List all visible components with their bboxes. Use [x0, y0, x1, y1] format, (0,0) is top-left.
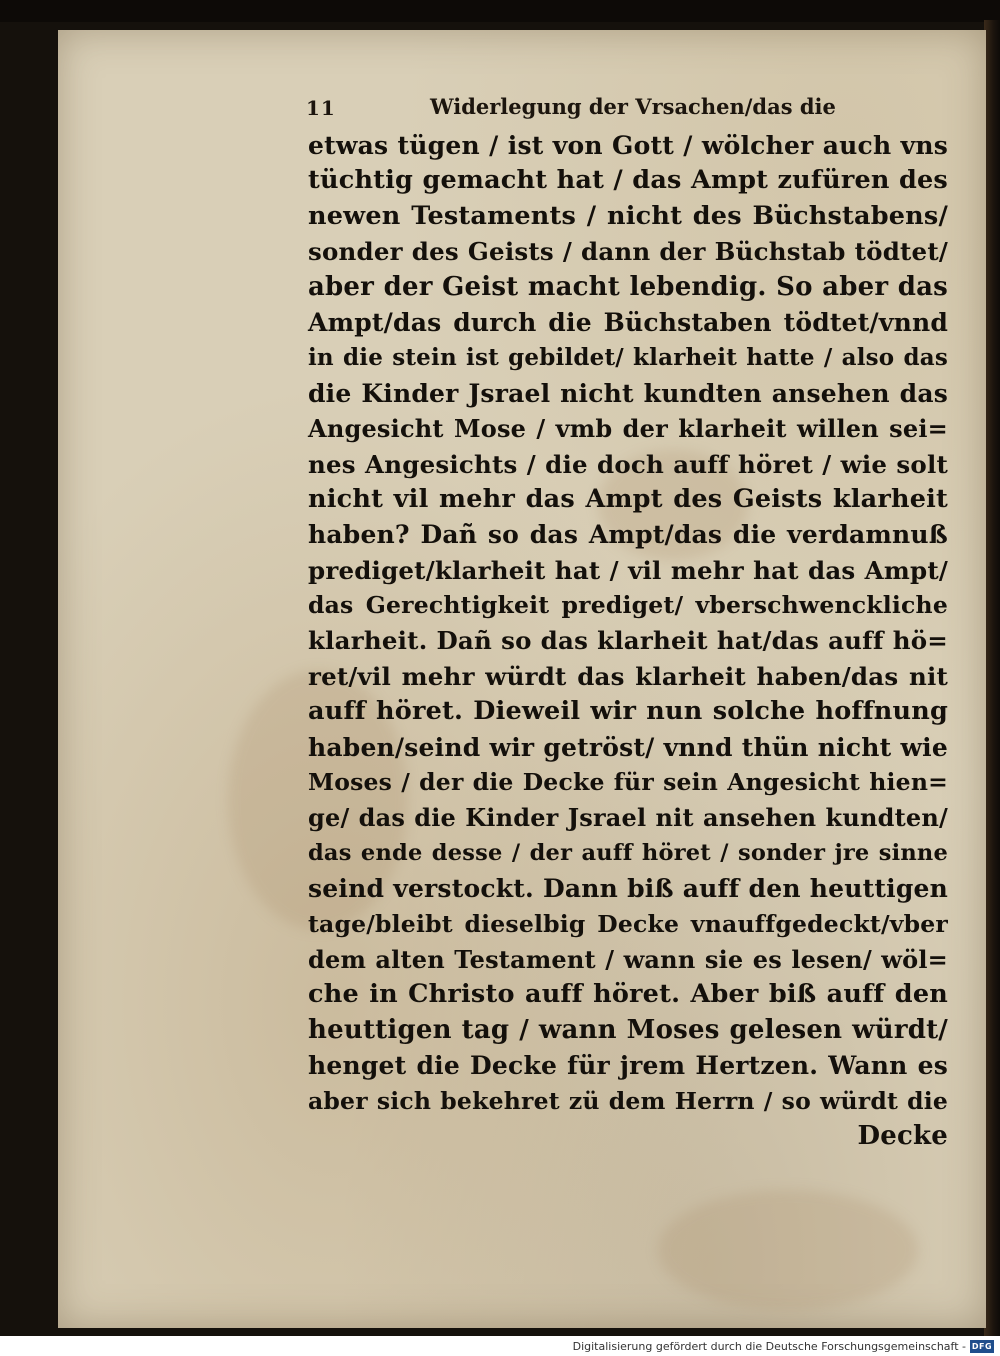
text-line: aber sich bekehret zü dem Herrn / so würdt die [308, 1086, 948, 1115]
book-binding-edge [984, 20, 1000, 1340]
text-line: ge/ das die Kinder Jsrael nit ansehen kundten/ [308, 803, 948, 833]
text-line: Angesicht Mose / vmb der klarheit willen sei= [308, 414, 948, 444]
text-line: che in Christo auff höret. Aber biß auff den [308, 979, 948, 1010]
digitization-footer [0, 1336, 1000, 1356]
text-line: haben/seind wir getröst/ vnnd thün nicht wie [308, 732, 948, 762]
dfg-logo[interactable]: DFG [971, 1341, 993, 1351]
page-stain [658, 1190, 918, 1310]
text-line: heuttigen tag / wann Moses gelesen würdt/ [308, 1014, 948, 1045]
page-text [308, 128, 948, 1154]
text-line: auff höret. Dieweil wir nun solche hoffnung [308, 696, 948, 727]
text-line: Moses / der die Decke für sein Angesicht hien= [308, 768, 948, 797]
funding-credit: Digitalisierung gefördert durch die Deutsche Forschungsgemeinschaft - [572, 1339, 966, 1353]
running-head: Widerlegung der Vrsachen/das die [430, 94, 836, 119]
text-line: Ampt/das durch die Büchstaben tödtet/vnnd [308, 307, 948, 337]
text-line: prediget/klarheit hat / vil mehr hat das Ampt/ [308, 555, 948, 585]
text-line: henget die Decke für jrem Hertzen. Wann es [308, 1051, 948, 1081]
text-line: die Kinder Jsrael nicht kundten ansehen das [308, 378, 948, 408]
text-line: newen Testaments / nicht des Büchstabens/ [308, 200, 948, 231]
scan-top-edge [0, 0, 1000, 22]
text-line: das ende desse / der auff höret / sonder jre sinne [308, 839, 948, 866]
text-line: klarheit. Dañ so das klarheit hat/das auff hö= [308, 626, 948, 656]
text-line: sonder des Geists / dann der Büchstab tödtet/ [308, 237, 948, 267]
text-line: nes Angesichts / die doch auff höret / wie solt [308, 449, 948, 479]
text-line: das Gerechtigkeit prediget/ vberschwenckliche [308, 591, 948, 620]
text-line: dem alten Testament / wann sie es lesen/ wöl= [308, 944, 948, 974]
text-line: tage/bleibt dieselbig Decke vnauffgedeckt/vber [308, 909, 948, 938]
text-line: in die stein ist gebildet/ klarheit hatte / also das [308, 344, 948, 372]
text-line: ret/vil mehr würdt das klarheit haben/das nit [308, 661, 948, 691]
catchword: Decke [857, 1120, 948, 1151]
page-number: 11 [306, 96, 336, 120]
text-line: seind verstockt. Dann biß auff den heuttigen [308, 874, 948, 904]
text-line: tüchtig gemacht hat / das Ampt zufüren des [308, 165, 948, 196]
text-line: etwas tügen / ist von Gott / wölcher auch vns [308, 131, 948, 160]
text-line: haben? Dañ so das Ampt/das die verdamnuß [308, 520, 948, 550]
text-line: nicht vil mehr das Ampt des Geists klarheit [308, 483, 948, 514]
text-line: aber der Geist macht lebendig. So aber das [308, 271, 948, 302]
